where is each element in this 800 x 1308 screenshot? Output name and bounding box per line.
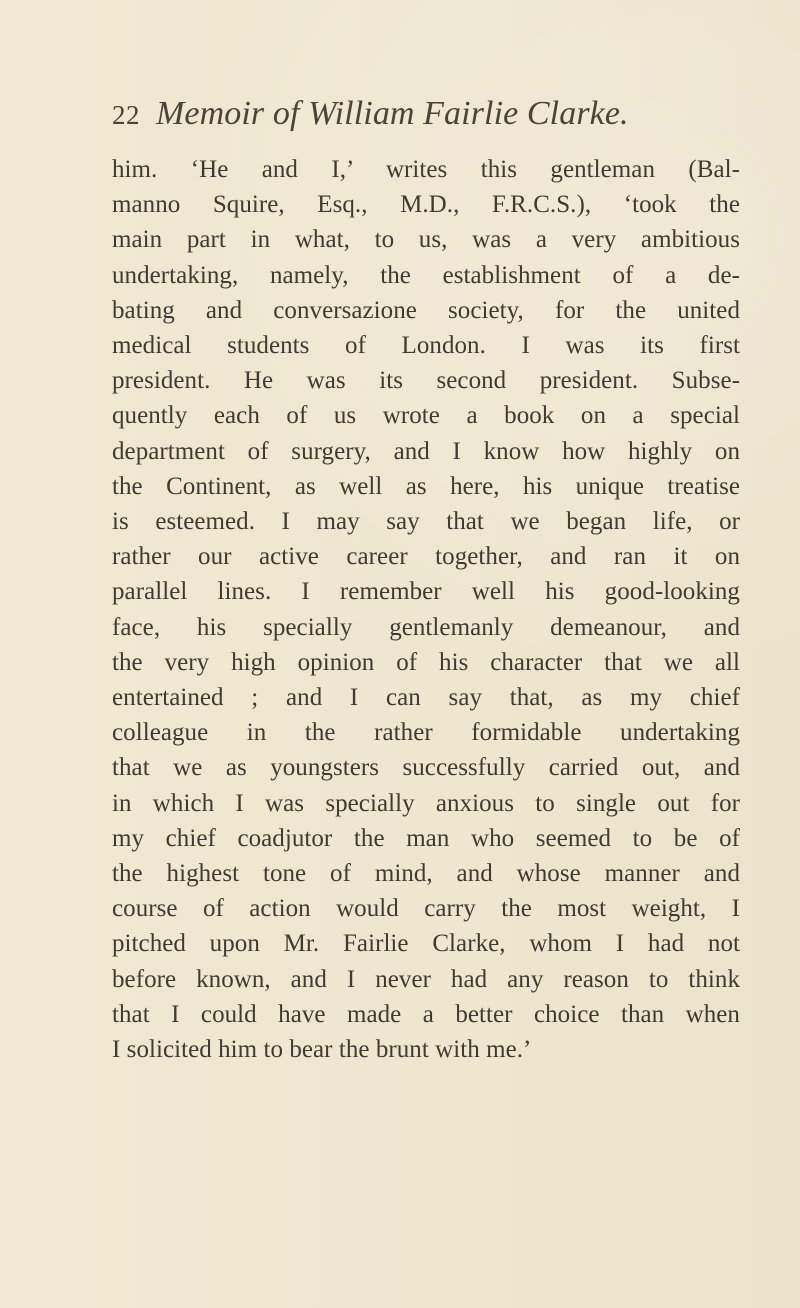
text-line: main part in what, to us, was a very ambitious bbox=[112, 226, 740, 254]
text-line: is esteemed. I may say that we began life, or bbox=[112, 508, 740, 536]
text-line: in which I was specially anxious to single out for bbox=[112, 789, 740, 817]
text-line: before known, and I never had any reason to think bbox=[112, 965, 740, 993]
text-line: that I could have made a better choice than when bbox=[112, 1000, 740, 1028]
text-line: pitched upon Mr. Fairlie Clarke, whom I had not bbox=[112, 930, 740, 958]
text-line: course of action would carry the most weight, I bbox=[112, 895, 740, 923]
text-line: him. ‘He and I,’ writes this gentleman (Bal- bbox=[112, 156, 740, 183]
text-line: manno Squire, Esq., M.D., F.R.C.S.), ‘took the bbox=[112, 191, 740, 219]
running-title: Memoir of William Fairlie Clarke. bbox=[156, 95, 629, 132]
text-line: the Continent, as well as here, his unique treatise bbox=[112, 472, 740, 500]
text-line: the highest tone of mind, and whose manner and bbox=[112, 860, 740, 888]
text-line: the very high opinion of his character that we all bbox=[112, 648, 740, 676]
text-line: that we as youngsters successfully carried out, and bbox=[112, 754, 740, 782]
text-line: president. He was its second president. Subse- bbox=[112, 367, 740, 395]
text-line: bating and conversazione society, for the united bbox=[112, 296, 740, 324]
text-line: quently each of us wrote a book on a special bbox=[112, 402, 740, 430]
text-line: entertained ; and I can say that, as my chief bbox=[112, 684, 740, 712]
running-head bbox=[112, 95, 732, 133]
text-line: undertaking, namely, the establishment of a de- bbox=[112, 261, 740, 289]
text-line: colleague in the rather formidable undertaking bbox=[112, 719, 740, 747]
text-line: rather our active career together, and ran it on bbox=[112, 543, 740, 571]
text-line: medical students of London. I was its first bbox=[112, 332, 740, 360]
text-line: department of surgery, and I know how highly on bbox=[112, 437, 740, 465]
text-line: I solicited him to bear the brunt with me.’ bbox=[112, 1036, 532, 1064]
body-text bbox=[112, 152, 740, 1067]
text-line: parallel lines. I remember well his good-looking bbox=[112, 578, 740, 606]
text-line: face, his specially gentlemanly demeanour, and bbox=[112, 613, 740, 641]
page-number: 22 bbox=[112, 100, 140, 130]
text-line: my chief coadjutor the man who seemed to be of bbox=[112, 824, 740, 852]
